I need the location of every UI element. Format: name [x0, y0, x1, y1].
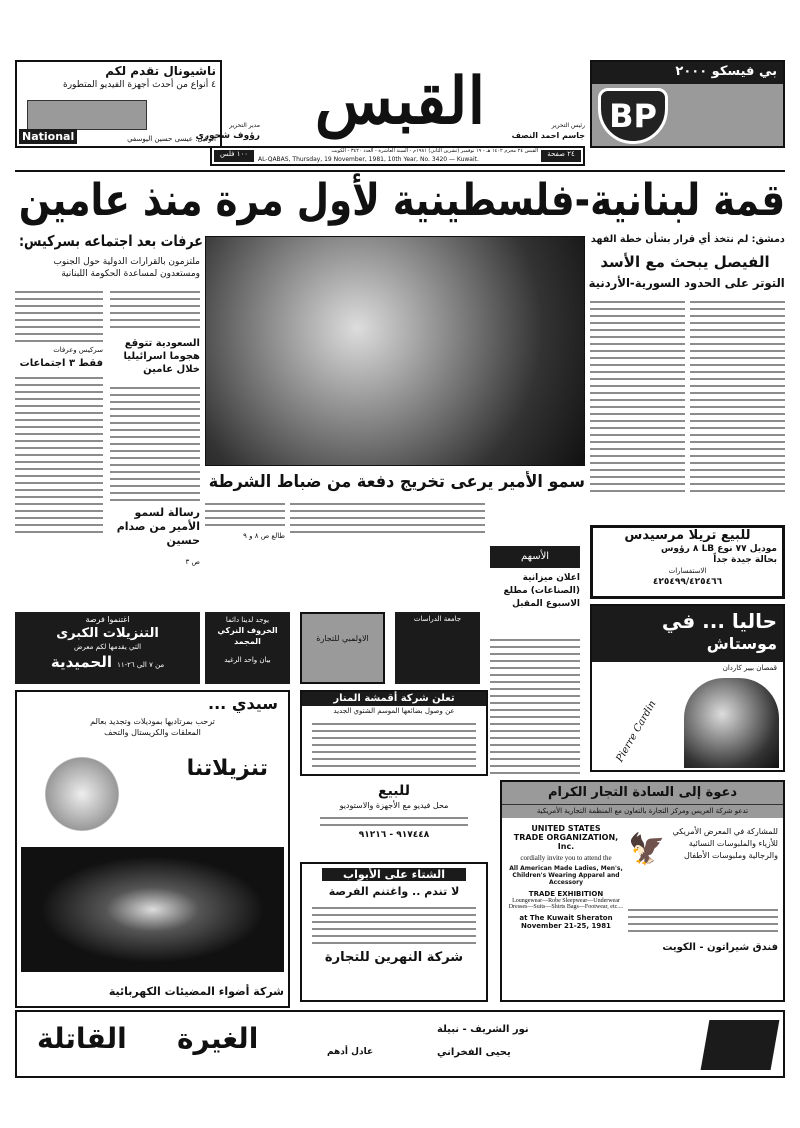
ad-title: ناشيونال تقدم لكم — [105, 64, 216, 78]
ad-sub-arabic-wrap — [502, 804, 783, 818]
model-photo — [684, 678, 779, 768]
sidi-lighting-ad — [15, 690, 290, 1008]
ad-title-wrap — [17, 62, 220, 80]
article-text — [205, 500, 285, 528]
article-text — [690, 298, 785, 496]
exhibition-label: TRADE EXHIBITION — [528, 890, 604, 898]
ad-sub-wrap — [302, 706, 486, 716]
faisal-subhead: التوتر على الحدود السورية-الأردنية — [588, 276, 786, 290]
ad-title: الخروف النركي المجمد — [217, 626, 278, 646]
company-name: شركة النهرين للتجارة — [324, 950, 464, 965]
ad-title: تعلن شركة أقمشة المنار — [302, 692, 486, 706]
article-text — [15, 288, 103, 343]
trailer-sale-ad — [590, 525, 785, 599]
main-headline: قمة لبنانية-فلسطينية لأول مرة منذ عامين — [18, 175, 786, 226]
ad-title: للبيع — [378, 783, 410, 799]
damascus-kicker-wrap — [587, 234, 785, 245]
saudi-headline: السعودية تتوقع هجوما اسرائيليا خلال عامين — [123, 338, 200, 375]
us-trade-exhibition-ad — [500, 780, 785, 1002]
condition: بحالة جيدة جداً — [713, 555, 777, 565]
dateline-english-wrap — [258, 156, 538, 164]
vcr-image — [27, 100, 147, 130]
venue: at The Kuwait Sheraton November 21-25, 1981 — [519, 914, 613, 930]
mustache-ad — [590, 604, 785, 772]
company-name: شركة أضواء المضيئات الكهربائية — [108, 985, 284, 998]
bp-logo: BP — [598, 88, 668, 144]
stocks-label: الأسهم — [490, 546, 580, 568]
photo-caption: سمو الأمير يرعى تخريج دفعة من ضباط الشرطة — [208, 472, 586, 492]
ad-sub: لا تندم .. واغتنم الفرصة — [328, 885, 460, 898]
ad-text — [628, 906, 778, 934]
emir-police-photo — [205, 236, 585, 466]
faisal-headline: الفيصل يبحث مع الأسد — [600, 253, 770, 271]
editor-label: رئيس التحرير — [551, 122, 585, 129]
ad-text — [320, 814, 468, 826]
film-ad — [15, 1010, 785, 1078]
ad-sub: قمصان بيير كاردان — [722, 664, 777, 672]
event: All American Made Ladies, Men's, Children's Wearing Apparel and Accessory — [509, 865, 623, 886]
price: ١٠٠ فلس — [214, 150, 254, 162]
sale-dates: من ٧ الى ٢٦-١١ — [117, 661, 165, 669]
dateline-bar — [210, 146, 585, 166]
cast: عادل أدهم — [327, 1047, 374, 1057]
woman-illustration — [37, 754, 127, 834]
organization: UNITED STATES TRADE ORGANIZATION, Inc. — [513, 824, 619, 851]
dateline-arabic: القبس ٢٤ محرم ١٤٠٢ هـ - ١٩ نوفمبر (تشرين الثاني) ١٩٨١م - السنة العاشرة - العدد ٣٤٢٠ - الكويت — [331, 148, 538, 154]
ad-top: يوجد لدينا دائما — [225, 616, 270, 624]
faisal-headline-wrap — [585, 252, 785, 272]
ad-body: محل فيديو مع الأجهزة والاستوديو — [339, 801, 449, 810]
ad-title: سيدي ... — [208, 694, 278, 713]
ad-subtitle-wrap — [17, 80, 220, 90]
small-ad: جامعة الدراسات — [395, 612, 480, 684]
arabic-text: للمشاركة في المعرض الأمريكي للأزياء والملبوسات النسائية والرجالية وملبوسات الأطفال — [672, 827, 778, 860]
national-logo: National — [19, 129, 77, 144]
dateline-arabic-wrap — [258, 148, 538, 155]
ad-text — [312, 904, 476, 944]
damascus-kicker: دمشق: لم نتخذ أي قرار بشأن خطة الفهد — [591, 234, 785, 245]
film-title: القاتلة — [37, 1022, 127, 1055]
ad-title: للبيع تريلا مرسيدس — [624, 528, 751, 543]
items: Loungewear—Robe Sleepwear—Underwear Dresses—Suits—Shirts Bags—Footwear, etc.... — [508, 898, 624, 910]
meetings-subhead: فقط ٣ اجتماعات — [19, 358, 103, 369]
ad-subtitle: ٤ أنواع من أحدث أجهزة الفيديو المتطورة — [62, 80, 216, 90]
store-name: الحميدية — [50, 653, 113, 671]
pierre-cardin-signature: Pierre Cardin — [614, 698, 659, 765]
ad-title: الشتاء على الأبواب — [322, 868, 466, 881]
article-text — [290, 500, 485, 538]
page-ref: ص ٣ — [185, 558, 200, 566]
store-name: موستاش — [706, 634, 777, 653]
chandelier-photo — [21, 847, 284, 972]
ad-top: اغتنموا فرصة — [85, 615, 130, 624]
divider — [15, 170, 785, 172]
stocks-headline: اعلان ميزانية (الصناعات) مطلع الاسبوع المقبل — [503, 573, 580, 609]
nahrain-ad — [300, 862, 488, 1002]
menar-fabric-ad — [300, 690, 488, 776]
dateline-english: AL-QABAS, Thursday, 19 November, 1981, 10th Year, No. 3420 — Kuwait. — [258, 156, 479, 163]
meat-ad — [205, 612, 290, 684]
ad-mid: التي يقدمها لكم معرض — [73, 643, 142, 651]
ad-title: التنزيلات الكبرى — [56, 626, 159, 641]
ad-line: المعلقات والكريستال والتحف — [104, 728, 201, 737]
newspaper-logo: القبس — [314, 64, 486, 139]
faisal-subhead-wrap — [585, 275, 785, 291]
cast: نور الشريف - نبيلة — [437, 1024, 529, 1035]
bp-ad — [590, 60, 785, 148]
main-headline-wrap — [15, 174, 785, 228]
video-shop-ad — [300, 782, 488, 854]
dealer: الوكيل: عيسى حسين اليوسفي — [127, 135, 216, 143]
article-text — [590, 298, 685, 496]
photo-caption-wrap — [205, 470, 585, 494]
ad-sub: بيان واحد الرغيد — [224, 656, 271, 664]
ad-title: حاليا ... في — [661, 609, 777, 633]
eagle-emblem-icon: 🦅 — [628, 832, 666, 867]
arabic-venue: فندق شيراتون - الكويت — [662, 942, 778, 953]
sale-heading: تنزيلاتنا — [186, 756, 268, 781]
page-count: ٢٤ صفحة — [541, 150, 581, 162]
phones: ٩١٧٤٤٨ - ٩١٢١٦ — [358, 830, 430, 840]
ad-title: بي فيسكو ٢٠٠٠ — [592, 62, 783, 84]
page-ref: طالع ص ٨ و ٩ — [243, 532, 285, 540]
model: موديل ٧٧ نوع LB ٨ رؤوس — [661, 544, 777, 554]
phones: ٤٢٥٤٩٩/٤٢٥٤٦٦ — [652, 577, 723, 587]
sarkis-small: سركيس وعرفات — [53, 346, 103, 354]
cast: يحيى الفخراني — [437, 1047, 511, 1058]
ad-line: ترحب بمرتاديها بموديلات وتجديد بعالم — [90, 717, 215, 726]
hamidiya-ad — [15, 612, 200, 684]
article-text — [110, 288, 200, 333]
arafat-subhead: ملتزمون بالقرارات الدولية حول الجنوب ومستعدون لمساعدة الحكومة اللبنانية — [53, 257, 200, 279]
small-ad: الاولمبي للتجارة — [300, 612, 385, 684]
ad-title-arabic: دعوة إلى السادة التجار الكرام — [502, 782, 783, 804]
arafat-headline: عرفات بعد اجتماعه بسركيس: — [19, 232, 203, 250]
arafat-headline-wrap — [15, 232, 203, 250]
article-text — [490, 636, 580, 776]
contact-label: الاستفسارات — [668, 567, 707, 575]
managing-editor-label: مدير التحرير — [229, 122, 260, 129]
article-text — [15, 374, 103, 537]
managing-editor: رؤوف شحوري — [195, 131, 260, 141]
ad-header — [592, 606, 783, 662]
ad-sub: عن وصول بضائعها الموسم الشتوي الجديد — [333, 707, 455, 715]
editor-in-chief: جاسم احمد النصف — [511, 131, 585, 140]
ad-sub-arabic: تدعو شركة العريس ومركز التجارة بالتعاون مع المنظمة التجارية الأمريكية — [536, 807, 749, 815]
saddam-headline: رسالة لسمو الأمير من صدام حسين — [116, 506, 200, 547]
price-list — [312, 720, 476, 768]
film-title: الغيرة — [177, 1022, 259, 1055]
invitation: cordially invite you to attend the — [520, 854, 612, 862]
film-logo — [701, 1020, 780, 1070]
